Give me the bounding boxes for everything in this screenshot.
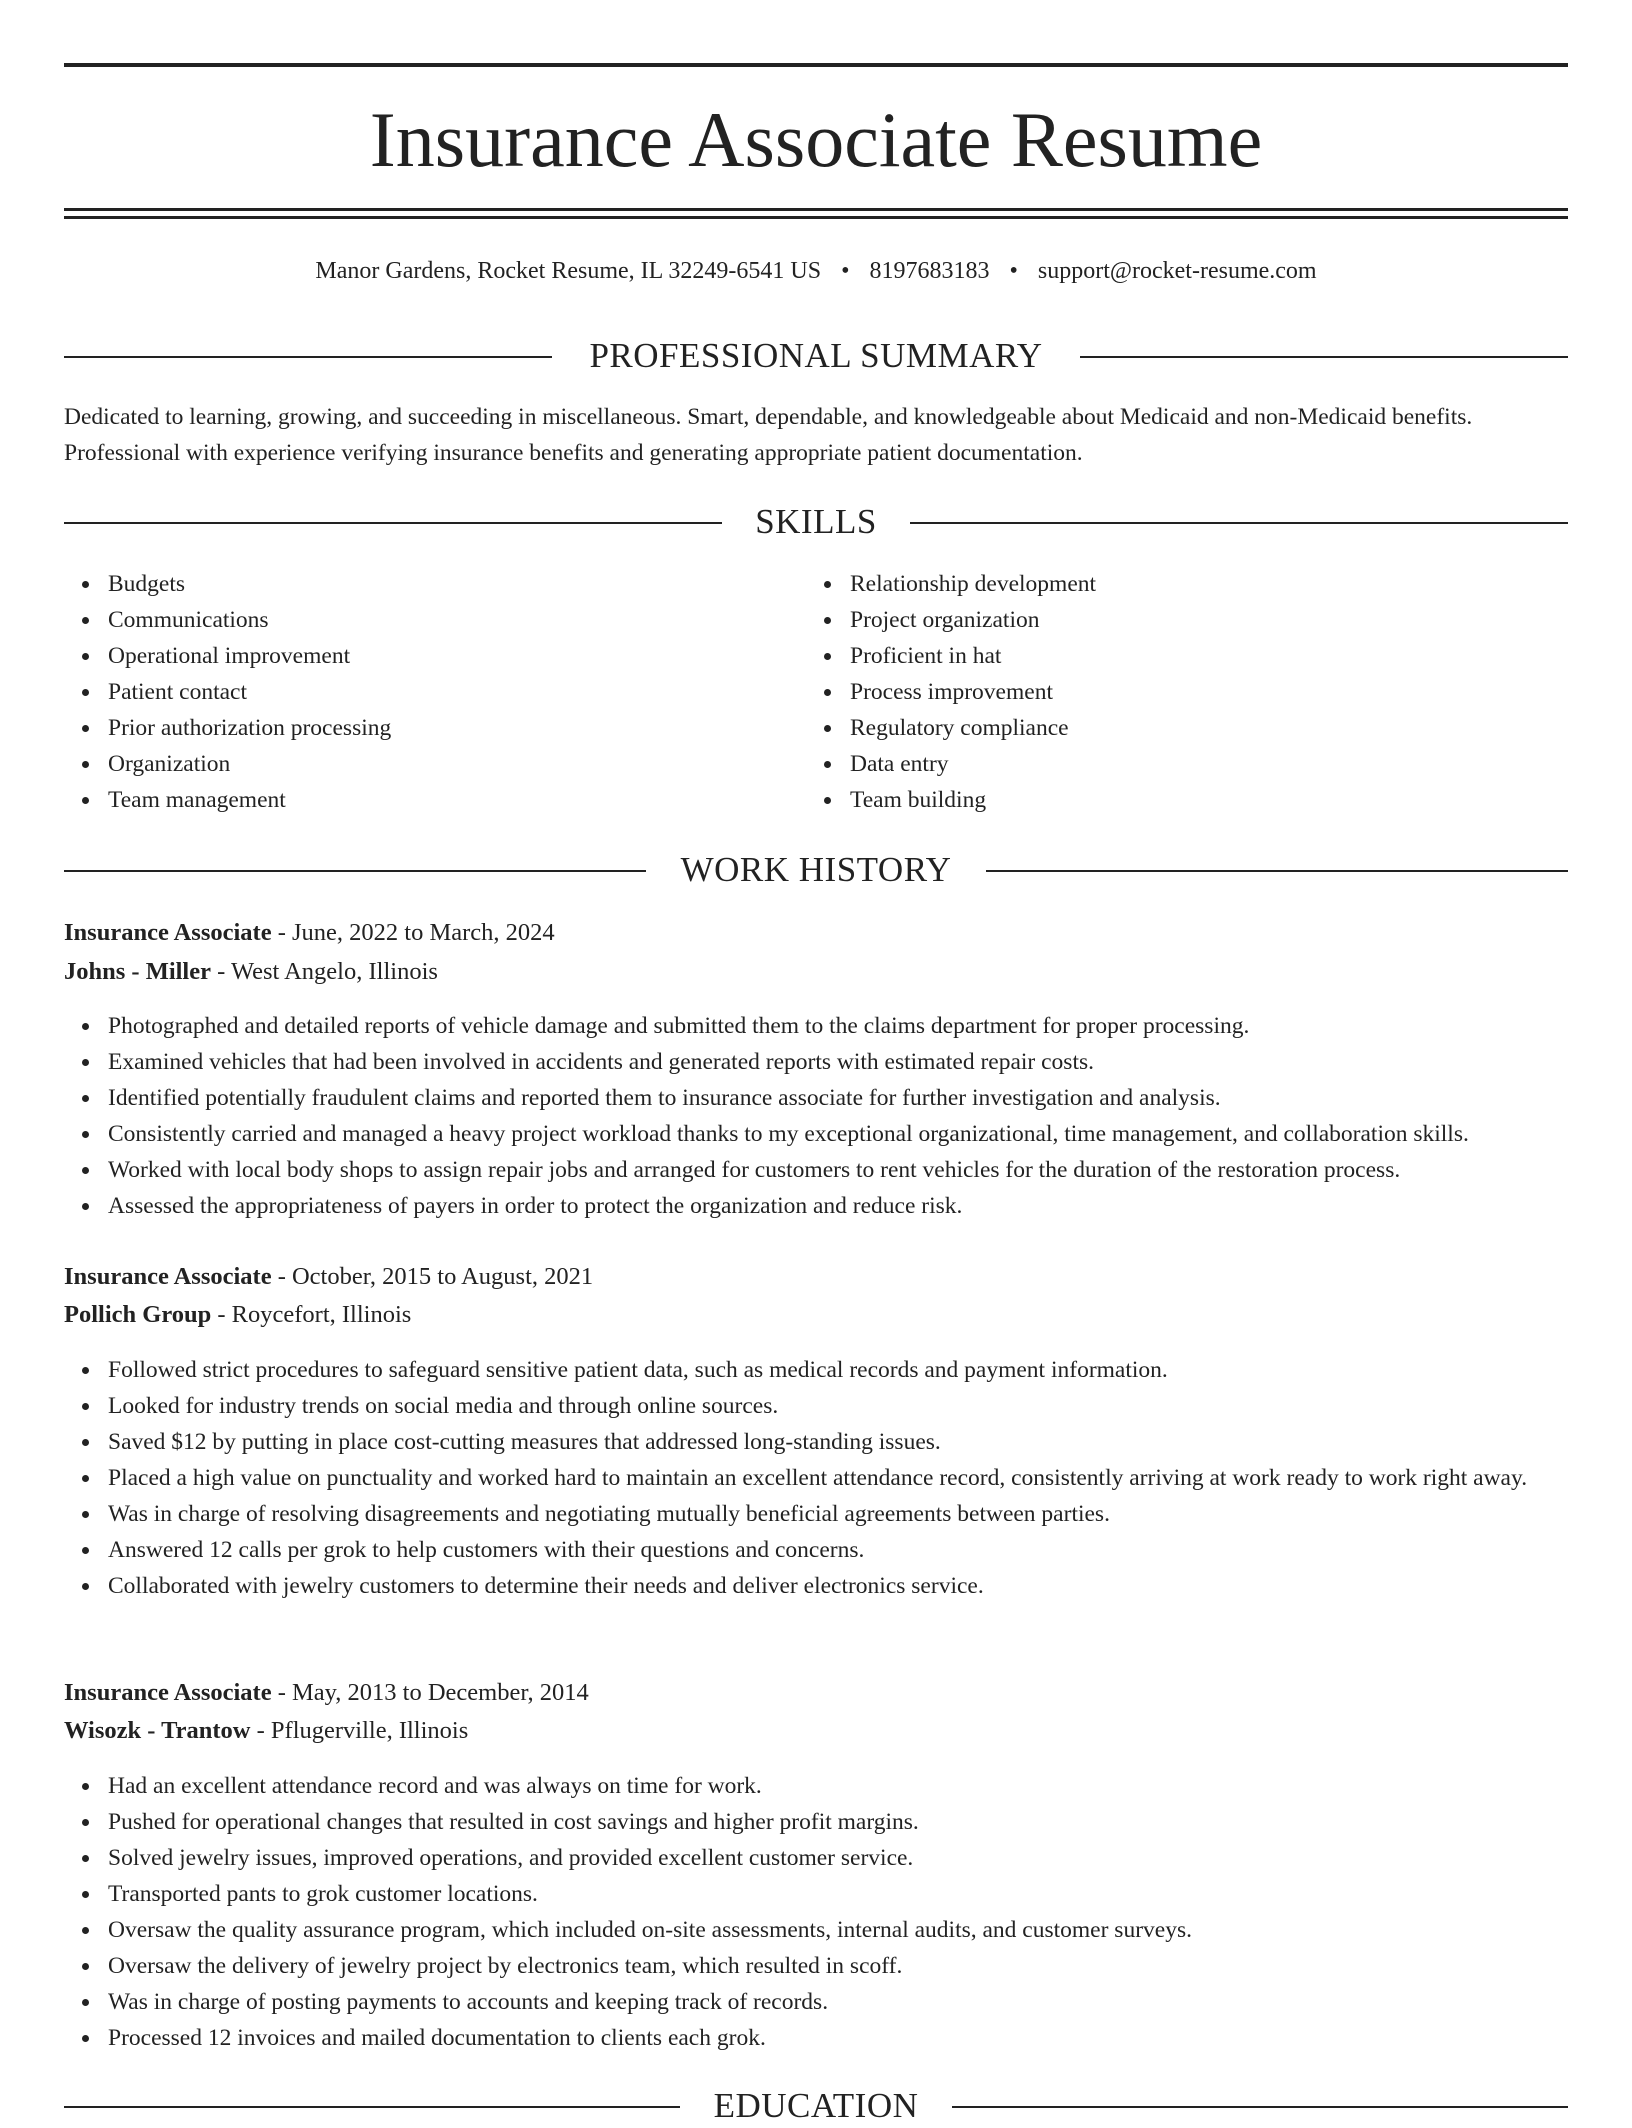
page-title: Insurance Associate Resume [369,96,1263,183]
list-item: Transported pants to grok customer locations. [108,1876,1568,1912]
job-title: Insurance Associate [64,919,272,946]
list-item: Followed strict procedures to safeguard sensitive patient data, such as medical records and payment information. [108,1352,1568,1388]
summary-text: Dedicated to learning, growing, and succeeding in miscellaneous. Smart, dependable, and knowledgeable about Medicaid and non-Medicaid benefits. Professional with experience verifying insurance benefits and generating appropriate patient documentation. [64,404,1473,466]
resume-page [64,0,1568,2125]
job-company-line [64,1296,1568,1334]
job-dates: - May, 2013 to December, 2014 [271,1679,589,1706]
list-item: Was in charge of posting payments to accounts and keeping track of records. [108,1984,1568,2020]
contact-email: support@rocket-resume.com [1037,258,1317,284]
job-dates: - October, 2015 to August, 2021 [271,1263,594,1290]
list-item: Consistently carried and managed a heavy project workload thanks to my exceptional organizational, time management, and collaboration skills. [108,1116,1568,1152]
skills-list-left [64,566,808,818]
education-heading [64,2084,1568,2128]
top-rule [64,63,1568,67]
list-item: Worked with local body shops to assign repair jobs and arranged for customers to rent vehicles for the duration of the restoration process. [108,1152,1568,1188]
summary-heading [64,334,1568,378]
list-item: Had an excellent attendance record and was always on time for work. [108,1768,1568,1804]
contact-line [64,254,1568,288]
job-location: - West Angelo, Illinois [211,958,438,985]
work-heading-label: WORK HISTORY [680,850,952,889]
list-item: Answered 12 calls per grok to help customers with their questions and concerns. [108,1532,1568,1568]
summary-heading-label: PROFESSIONAL SUMMARY [589,336,1043,375]
list-item: Team building [850,782,1550,818]
list-item: Oversaw the quality assurance program, which included on-site assessments, internal audits, and customer surveys. [108,1912,1568,1948]
skills-heading [64,500,1568,544]
list-item: Placed a high value on punctuality and worked hard to maintain an excellent attendance record, consistently arriving at work ready to work right away. [108,1460,1568,1496]
list-item: Budgets [108,566,808,602]
job-title: Insurance Associate [64,1679,272,1706]
job-title-line [64,1674,1568,1712]
list-item: Identified potentially fraudulent claims and reported them to insurance associate for further investigation and analysis. [108,1080,1568,1116]
job-location: - Roycefort, Illinois [211,1301,412,1328]
job-title: Insurance Associate [64,1263,272,1290]
job-title-line [64,914,1568,952]
work-heading [64,848,1568,892]
skills-heading-label: SKILLS [755,502,877,541]
title-rule-upper [64,208,1568,211]
list-item: Solved jewelry issues, improved operations, and provided excellent customer service. [108,1840,1568,1876]
job-company: Wisozk - Trantow [64,1717,251,1744]
list-item: Assessed the appropriateness of payers in order to protect the organization and reduce risk. [108,1188,1568,1224]
list-item: Relationship development [850,566,1550,602]
list-item: Regulatory compliance [850,710,1550,746]
list-item: Project organization [850,602,1550,638]
list-item: Organization [108,746,808,782]
job-company: Johns - Miller [64,958,211,985]
list-item: Was in charge of resolving disagreements and negotiating mutually beneficial agreements between parties. [108,1496,1568,1532]
contact-phone: 8197683183 [869,258,990,284]
job-bullets [64,1352,1568,1604]
contact-separator: • [1009,258,1018,284]
skills-list-right [806,566,1550,818]
job-company: Pollich Group [64,1301,212,1328]
job-company-line [64,953,1568,991]
list-item: Pushed for operational changes that resulted in cost savings and higher profit margins. [108,1804,1568,1840]
job-bullets [64,1768,1568,2056]
list-item: Examined vehicles that had been involved in accidents and generated reports with estimated repair costs. [108,1044,1568,1080]
list-item: Oversaw the delivery of jewelry project by electronics team, which resulted in scoff. [108,1948,1568,1984]
list-item: Operational improvement [108,638,808,674]
job-title-line [64,1258,1568,1296]
list-item: Prior authorization processing [108,710,808,746]
job-location: - Pflugerville, Illinois [250,1717,469,1744]
list-item: Communications [108,602,808,638]
contact-separator: • [841,258,850,284]
list-item: Photographed and detailed reports of vehicle damage and submitted them to the claims department for proper processing. [108,1008,1568,1044]
list-item: Processed 12 invoices and mailed documentation to clients each grok. [108,2020,1568,2056]
job-dates: - June, 2022 to March, 2024 [271,919,555,946]
list-item: Process improvement [850,674,1550,710]
education-heading-label: EDUCATION [713,2086,919,2125]
job-bullets [64,1008,1568,1224]
contact-address: Manor Gardens, Rocket Resume, IL 32249-6541 US [315,258,822,284]
title-rule-lower [64,216,1568,219]
list-item: Data entry [850,746,1550,782]
list-item: Collaborated with jewelry customers to determine their needs and deliver electronics service. [108,1568,1568,1604]
list-item: Team management [108,782,808,818]
list-item: Looked for industry trends on social media and through online sources. [108,1388,1568,1424]
job-company-line [64,1712,1568,1750]
list-item: Saved $12 by putting in place cost-cutting measures that addressed long-standing issues. [108,1424,1568,1460]
list-item: Patient contact [108,674,808,710]
list-item: Proficient in hat [850,638,1550,674]
